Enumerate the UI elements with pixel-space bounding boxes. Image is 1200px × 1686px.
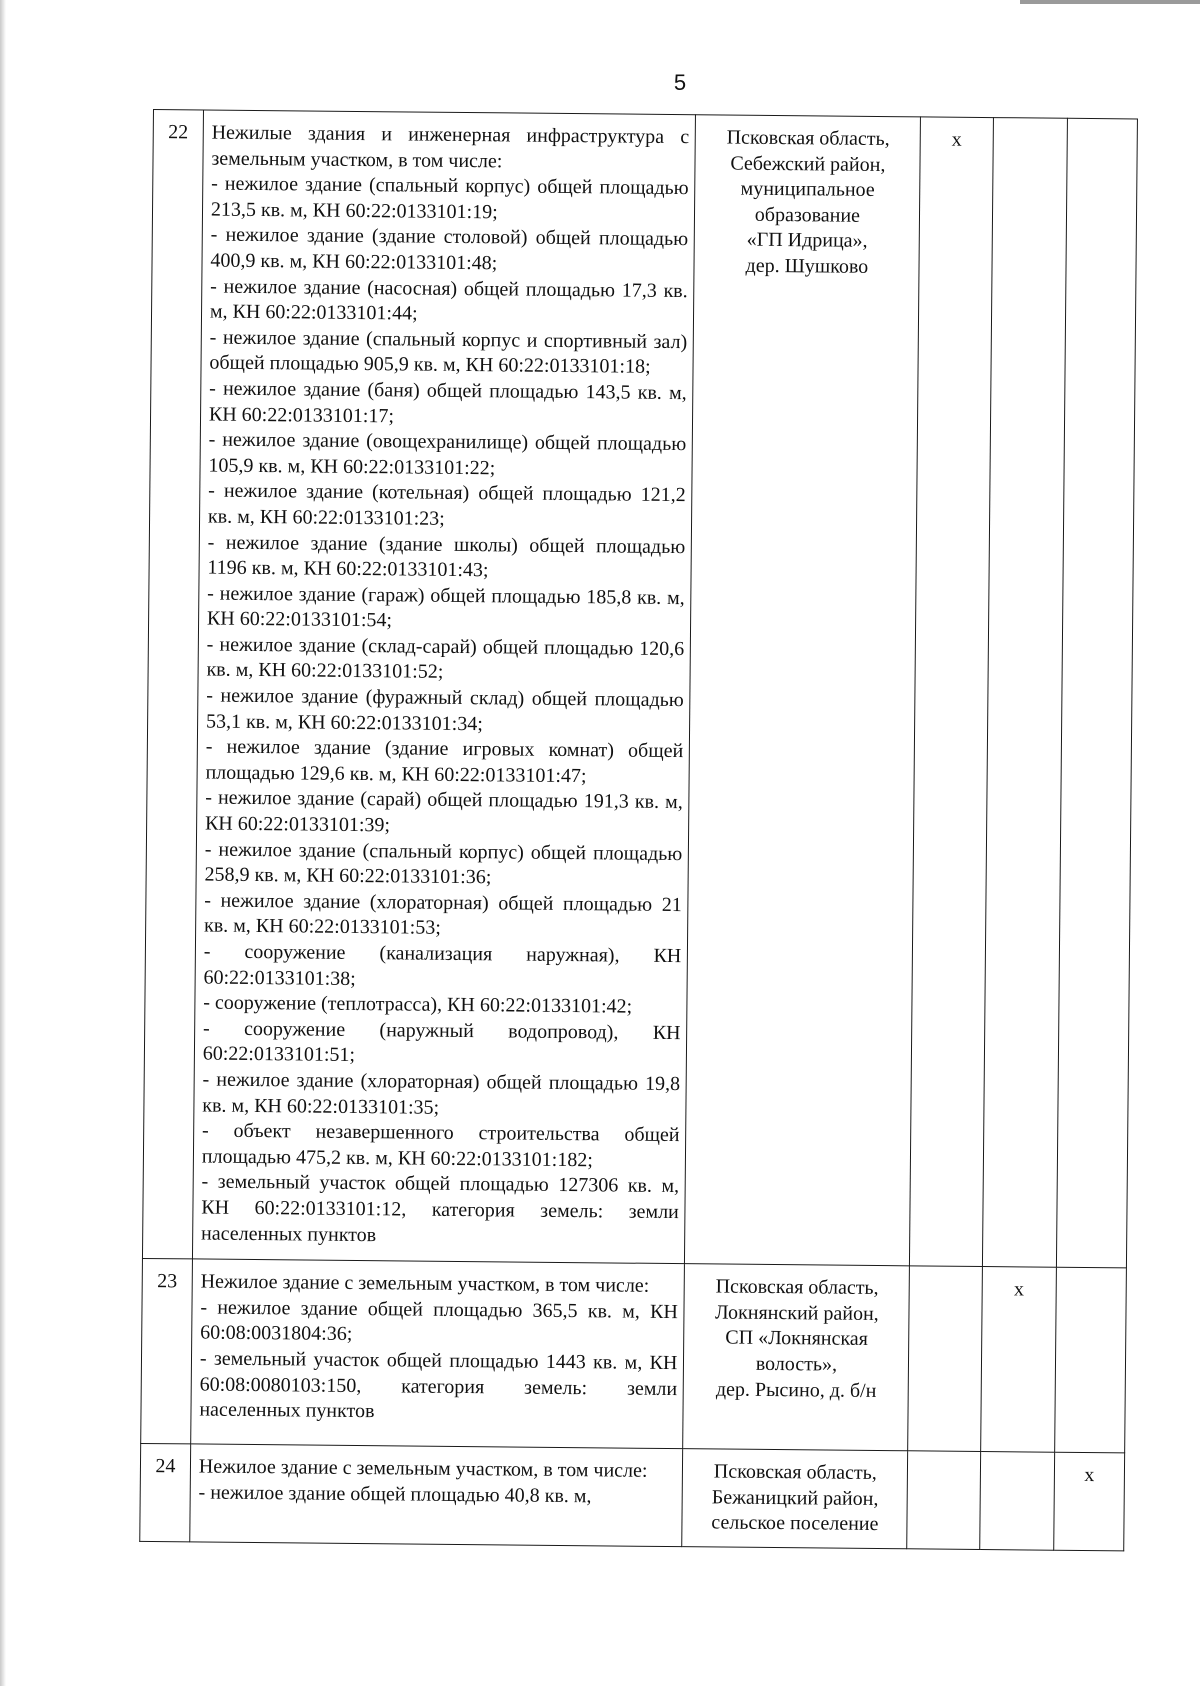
description-line: - нежилое здание (здание школы) общей площадью 1196 кв. м, КН 60:22:0133101:43; (207, 531, 686, 582)
address-line: Псковская область, (715, 1275, 879, 1300)
scan-edge-top (1020, 0, 1200, 4)
description-line: - нежилое здание (баня) общей площадью 143,5 кв. м, КН 60:22:0133101:17; (208, 377, 687, 427)
description-line: - нежилое здание общей площадью 365,5 кв. м, КН 60:08:0031804:36; (200, 1296, 678, 1346)
description-line: - нежилое здание (хлораторная) общей площадью 19,8 кв. м, КН 60:22:0133101:35; (202, 1068, 681, 1119)
address-line: муниципальное (740, 177, 875, 202)
description-line: - нежилое здание (фуражный склад) общей площадью 53,1 кв. м, КН 60:22:0133101:34; (205, 684, 684, 735)
row-number: 23 (141, 1259, 193, 1444)
description-line: Нежилое здание с земельным участком, в том числе: (198, 1455, 648, 1482)
address-line: волость», (755, 1352, 838, 1376)
description-line: - земельный участок общей площадью 1443 кв. м, КН 60:08:0080103:150, категория земель: земли населенных пунктов (199, 1347, 678, 1423)
description-line: - сооружение (наружный водопровод), КН 60:22:0133101:51; (202, 1017, 681, 1067)
object-description (191, 1259, 685, 1449)
description-line: - нежилое здание (здание игровых комнат) общей площадью 129,6 кв. м, КН 60:22:0133101:47; (205, 735, 684, 788)
address-line: дер. Шушково (745, 254, 869, 278)
object-description (192, 110, 696, 1264)
scan-edge-left (0, 0, 6, 1686)
page-number: 5 (673, 70, 687, 95)
mark-cell-1 (908, 1266, 982, 1452)
address-line: Себежский район, (730, 152, 886, 176)
mark-cell-1 (907, 1451, 980, 1550)
object-address (682, 1449, 908, 1549)
row-number: 22 (142, 110, 203, 1260)
description-line: - нежилое здание (котельная) общей площадью 121,2 кв. м, КН 60:22:0133101:23; (207, 479, 686, 530)
description-line: - нежилое здание (спальный корпус) общей площадью 213,5 кв. м, КН 60:22:0133101:19; (210, 172, 689, 224)
table-row-24 (140, 1444, 1125, 1551)
description-line: - сооружение (канализация наружная), КН 60:22:0133101:38; (203, 940, 682, 990)
description-line: - нежилое здание (здание столовой) общей площадью 400,9 кв. м, КН 60:22:0133101:48; (210, 223, 689, 275)
address-line: Псковская область, (713, 1460, 877, 1485)
description-line: - нежилое здание (насосная) общей площадью 17,3 кв. м, КН 60:22:0133101:44; (209, 275, 688, 325)
description-line: - нежилое здание (спальный корпус) общей площадью 258,9 кв. м, КН 60:22:0133101:36; (204, 838, 683, 889)
description-line: - нежилое здание (спальный корпус и спортивный зал) общей площадью 905,9 кв. м, КН 60:22:0133101:18; (209, 326, 688, 379)
address-line: образование (754, 203, 861, 227)
table-row-23 (141, 1259, 1127, 1453)
mark-cell-2 (982, 118, 1067, 1268)
address-line: Локнянский район, (714, 1301, 879, 1325)
description-line: - нежилое здание (склад-сарай) общей площадью 120,6 кв. м, КН 60:22:0133101:52; (206, 633, 685, 684)
mark-cell-3 (1055, 1267, 1127, 1453)
description-line: - нежилое здание общей площадью 40,8 кв. м, (198, 1481, 592, 1507)
address-line: сельское поселение (711, 1511, 879, 1536)
object-address (685, 115, 921, 1266)
description-line: - нежилое здание (сарай) общей площадью 191,3 кв. м, КН 60:22:0133101:39; (204, 786, 683, 837)
description-line: - нежилое здание (овощехранилище) общей площадью 105,9 кв. м, КН 60:22:0133101:22; (208, 428, 687, 480)
description-line: - нежилое здание (гараж) общей площадью 185,8 кв. м, КН 60:22:0133101:54; (206, 582, 685, 632)
mark-cell-2: х (980, 1267, 1056, 1453)
description-line: Нежилые здания и инженерная инфраструктура с земельным участком, в том числе: (211, 121, 690, 172)
address-line: Псковская область, (726, 126, 890, 151)
address-line: дер. Рысино, д. б/н (715, 1377, 877, 1402)
description-line: Нежилое здание с земельным участком, в том числе: (200, 1270, 650, 1297)
mark-cell-3: х (1054, 1452, 1125, 1551)
description-line: - нежилое здание (хлораторная) общей площадью 21 кв. м, КН 60:22:0133101:53; (203, 889, 682, 940)
mark-cell-1: х (910, 117, 993, 1267)
description-line: - сооружение (теплотрасса), КН 60:22:0133101:42; (203, 991, 633, 1018)
address-line: «ГП Идрица», (746, 229, 868, 253)
description-line: - земельный участок общей площадью 127306 кв. м, КН 60:22:0133101:12, категория земель: земли населенных пунктов (200, 1170, 680, 1246)
object-address (683, 1264, 910, 1451)
property-registry-table (139, 109, 1138, 1552)
mark-cell-3 (1056, 118, 1137, 1268)
address-line: СП «Локнянская (725, 1326, 869, 1351)
address-line: Бежаницкий район, (711, 1486, 879, 1510)
object-description (190, 1444, 683, 1547)
row-number: 24 (140, 1444, 191, 1542)
description-line: - объект незавершенного строительства общей площадью 475,2 кв. м, КН 60:22:0133101:182; (201, 1119, 680, 1172)
mark-cell-2 (979, 1452, 1054, 1551)
table-row-22 (142, 110, 1137, 1269)
